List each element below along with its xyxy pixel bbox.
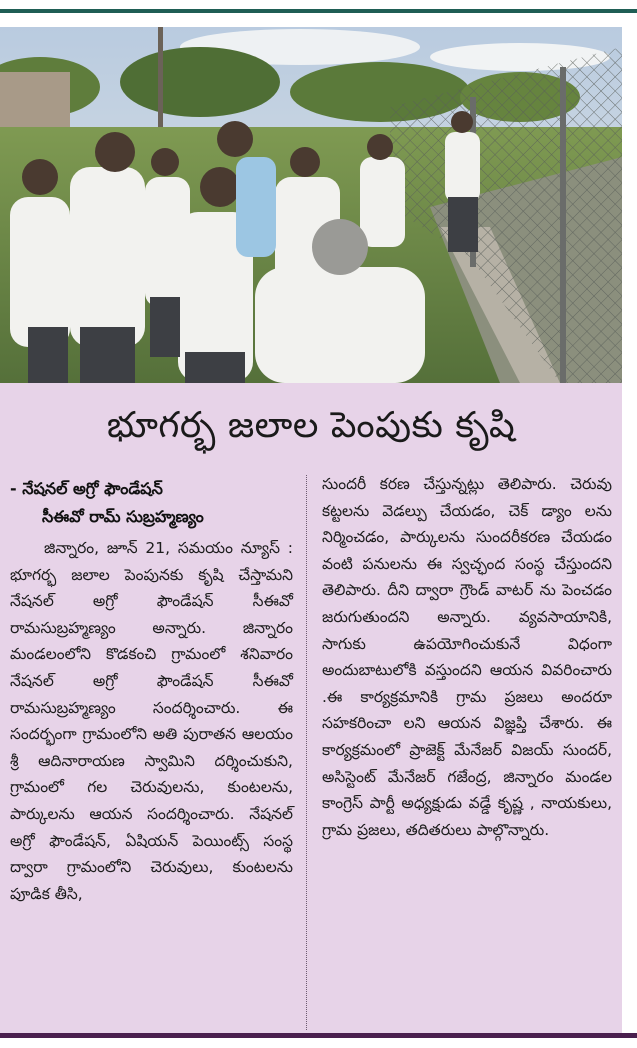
column-divider xyxy=(306,475,307,1030)
news-photo-illustration xyxy=(0,27,622,383)
headline: భూగర్భ జలాల పెంపుకు కృషి xyxy=(106,405,516,446)
subheading-line-1: - నేషనల్ అగ్రో ఫౌండేషన్ xyxy=(10,479,163,498)
bottom-rule xyxy=(0,1033,637,1038)
subheading xyxy=(10,475,293,531)
article-column-left xyxy=(10,475,293,907)
top-rule xyxy=(0,0,637,13)
subheading-line-2: సీఈవో రామ్ సుబ్రహ్మణ్యం xyxy=(42,507,204,526)
article-body-left: జిన్నారం, జూన్ 21, సమయం న్యూస్ : భూగర్భ జలాల పెంపునకు కృషి చేస్తామని నేషనల్ అగ్రో ఫౌండేషన్ సీఈవో రామసుబ్రహ్మణ్యం అన్నారు. జిన్నారం మండలంలోని కొడకంచి గ్రామంలో శనివారం నేషనల్ అగ్రో ఫౌండేషన్ సీఈవో రామసుబ్రహ్మణ్యం సందర్శించారు. ఈ సందర్భంగా గ్రామంలోని అతి పురాతన ఆలయం శ్రీ ఆదినారాయణ స్వామిని దర్శించుకుని, గ్రామంలో గల చెరువులను, కుంటలను, పార్కులను ఆయన సందర్శించారు. నేషనల్ అగ్రో ఫౌండేషన్, ఏషియన్ పెయింట్స్ సంస్థ ద్వారా గ్రామంలోని చెరువులు, కుంటలను పూడిక తీసి, xyxy=(10,539,293,903)
article-column-right xyxy=(322,471,612,843)
article-body-right: సుందరీ కరణ చేస్తున్నట్లు తెలిపారు. చెరువు కట్టలను వెడల్పు చేయడం, చెక్ డ్యాం లను నిర్మించడం, పార్కులను సుందరీకరణ చేయడం వంటి పనులను ఈ స్వచ్ఛంద సంస్థ చేస్తుందని తెలిపారు. దీని ద్వారా గ్రౌండ్ వాటర్ ను పెంచడం జరుగుతుందని అన్నారు. వ్యవసాయానికి, సాగుకు ఉపయోగించుకునే విధంగా అందుబాటులోకి వస్తుందని ఆయన వివరించారు .ఈ కార్యక్రమానికి గ్రామ ప్రజలు అందరూ సహకరించా లని ఆయన విజ్ఞప్తి చేశారు. ఈ కార్యక్రమంలో ప్రాజెక్ట్ మేనేజర్ విజయ్ సుందర్, అసిస్టెంట్ మేనేజర్ గజేంద్ర, జిన్నారం మండల కాంగ్రెస్ పార్టీ అధ్యక్షుడు వడ్డే కృష్ణ , నాయకులు, గ్రామ ప్రజలు, తదితరులు పాల్గొన్నారు. xyxy=(322,475,612,839)
news-photo xyxy=(0,27,622,383)
article xyxy=(0,383,622,1033)
